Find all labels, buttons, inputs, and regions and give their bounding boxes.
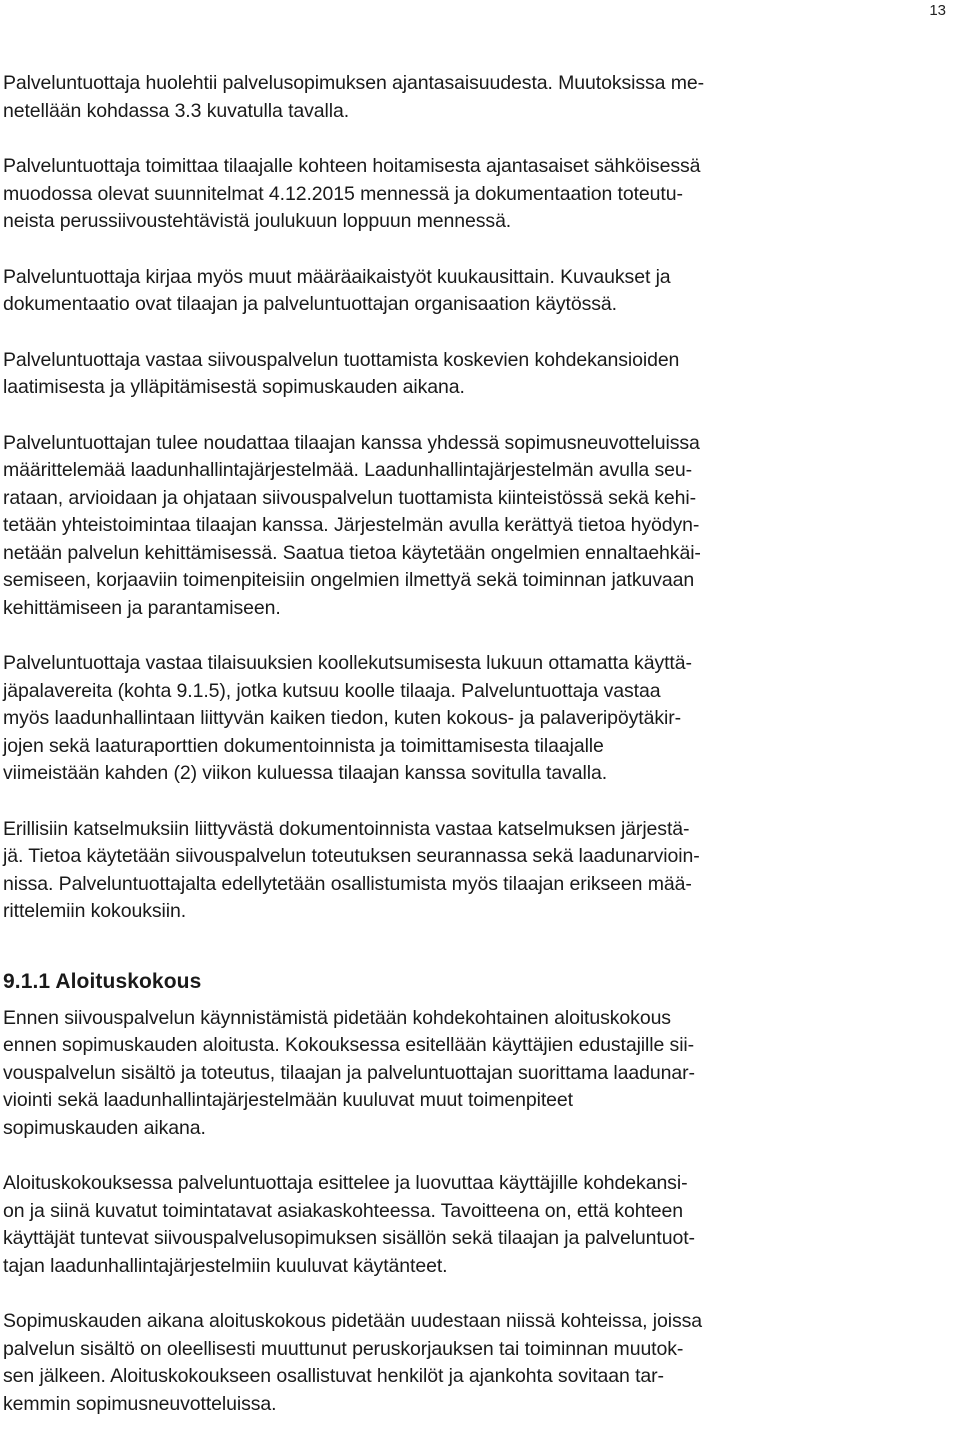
text-line: nissa. Palveluntuottajalta edellytetään osallistumista myös tilaajan erikseen mää- — [3, 872, 692, 895]
text-line: viointi sekä laadunhallintajärjestelmään kuuluvat muut toimenpiteet — [3, 1089, 573, 1111]
text-line: Palveluntuottaja huolehtii palvelusopimuksen ajantasaisuudesta. Muutoksissa me- — [3, 72, 705, 94]
paragraph-kickoff-repeat — [3, 1308, 847, 1418]
text-line: määrittelemää laadunhallintajärjestelmää. Laadunhallintajärjestelmän avulla seu- — [3, 459, 692, 481]
text-line: tajan laadunhallintajärjestelmiin kuuluvat käytänteet. — [3, 1254, 448, 1277]
text-line: Palveluntuottaja kirjaa myös muut määräaikaistyöt kuukausittain. Kuvaukset ja — [3, 265, 671, 288]
text-line: palvelun sisältö on oleellisesti muuttunut peruskorjauksen tai toiminnan muutok- — [3, 1337, 684, 1360]
text-line: rataan, arvioidaan ja ohjataan siivouspalvelun tuottamista kiinteistössä sekä kehi- — [3, 486, 697, 509]
text-line: Ennen siivouspalvelun käynnistämistä pidetään kohdekohtainen aloituskokous — [3, 1006, 671, 1029]
text-line: tetään yhteistoimintaa tilaajan kanssa. Järjestelmän avulla kerättyä tietoa hyödyn- — [3, 514, 700, 536]
text-line: sen jälkeen. Aloituskokoukseen osallistuvat henkilöt ja ajankohta sovitaan tar- — [3, 1365, 664, 1387]
paragraph-inspections — [3, 816, 847, 926]
paragraph-site-folders — [3, 347, 847, 402]
text-line: Palveluntuottaja toimittaa tilaajalle kohteen hoitamisesta ajantasaiset sähköisessä — [3, 155, 701, 177]
page-number: 13 — [929, 2, 946, 19]
text-line: Sopimuskauden aikana aloituskokous pidetään uudestaan niissä kohteissa, joissa — [3, 1310, 702, 1332]
text-line: Palveluntuottaja vastaa tilaisuuksien koollekutsumisesta lukuun ottamatta käyttä- — [3, 652, 692, 674]
text-line: vouspalvelun sisältö ja toteutus, tilaajan ja palveluntuottajan suorittama laadunar- — [3, 1061, 695, 1084]
text-line: myös laadunhallintaan liittyvän kaiken tiedon, kuten kokous- ja palaveripöytäkir- — [3, 707, 682, 729]
text-line: semiseen, korjaaviin toimenpiteisiin ongelmien ilmettyä sekä toiminnan jatkuvaan — [3, 569, 695, 591]
text-line: on ja siinä kuvatut toimintatavat asiakaskohteessa. Tavoitteena on, että kohteen — [3, 1199, 683, 1222]
text-line: käyttäjät tuntevat siivouspalvelusopimuksen sisällön sekä tilaajan ja palveluntuot- — [3, 1227, 695, 1249]
text-line: ennen sopimuskauden aloitusta. Kokouksessa esitellään käyttäjien edustajille sii- — [3, 1034, 695, 1056]
text-line: kemmin sopimusneuvotteluissa. — [3, 1392, 277, 1415]
text-line: netellään kohdassa 3.3 kuvatulla tavalla. — [3, 99, 350, 122]
paragraph-kickoff-handover — [3, 1170, 847, 1280]
paragraph-periodic-tasks — [3, 264, 847, 319]
paragraph-kickoff-intro — [3, 1005, 847, 1143]
text-line: jä. Tietoa käytetään siivouspalvelun toteutuksen seurannassa sekä laadunarvioin- — [3, 845, 700, 867]
text-line: Aloituskokouksessa palveluntuottaja esittelee ja luovuttaa käyttäjille kohdekansi- — [3, 1172, 688, 1194]
text-line: jäpalavereita (kohta 9.1.5), jotka kutsuu koolle tilaaja. Palveluntuottaja vastaa — [3, 679, 661, 702]
text-line: laatimisesta ja ylläpitämisestä sopimuskauden aikana. — [3, 376, 465, 398]
text-line: Palveluntuottajan tulee noudattaa tilaajan kanssa yhdessä sopimusneuvotteluissa — [3, 431, 700, 454]
paragraph-contract-upkeep — [3, 70, 847, 125]
paragraph-quality-system — [3, 430, 847, 623]
text-line: dokumentaatio ovat tilaajan ja palveluntuottajan organisaation käytössä. — [3, 293, 617, 315]
section-heading: 9.1.1 Aloituskokous — [3, 969, 202, 993]
paragraph-meetings — [3, 650, 847, 788]
text-line: sopimuskauden aikana. — [3, 1116, 206, 1139]
text-line: Palveluntuottaja vastaa siivouspalvelun tuottamista koskevien kohdekansioiden — [3, 348, 680, 371]
text-line: muodossa olevat suunnitelmat 4.12.2015 mennessä ja dokumentaation toteutu- — [3, 182, 683, 205]
text-line: neista perussiivoustehtävistä joulukuun loppuun mennessä. — [3, 210, 512, 232]
text-line: viimeistään kahden (2) viikon kuluessa tilaajan kanssa sovitulla tavalla. — [3, 762, 608, 784]
document-body — [3, 70, 847, 1418]
text-line: Erillisiin katselmuksiin liittyvästä dokumentoinnista vastaa katselmuksen järjestä- — [3, 817, 690, 840]
text-line: jojen sekä laaturaporttien dokumentoinnista ja toimittamisesta tilaajalle — [3, 734, 604, 757]
paragraph-plans-delivery — [3, 153, 847, 236]
text-line: rittelemiin kokouksiin. — [3, 900, 187, 922]
text-line: kehittämiseen ja parantamiseen. — [3, 596, 281, 619]
text-line: netään palvelun kehittämisessä. Saatua tietoa käytetään ongelmien ennaltaehkäi- — [3, 541, 701, 564]
